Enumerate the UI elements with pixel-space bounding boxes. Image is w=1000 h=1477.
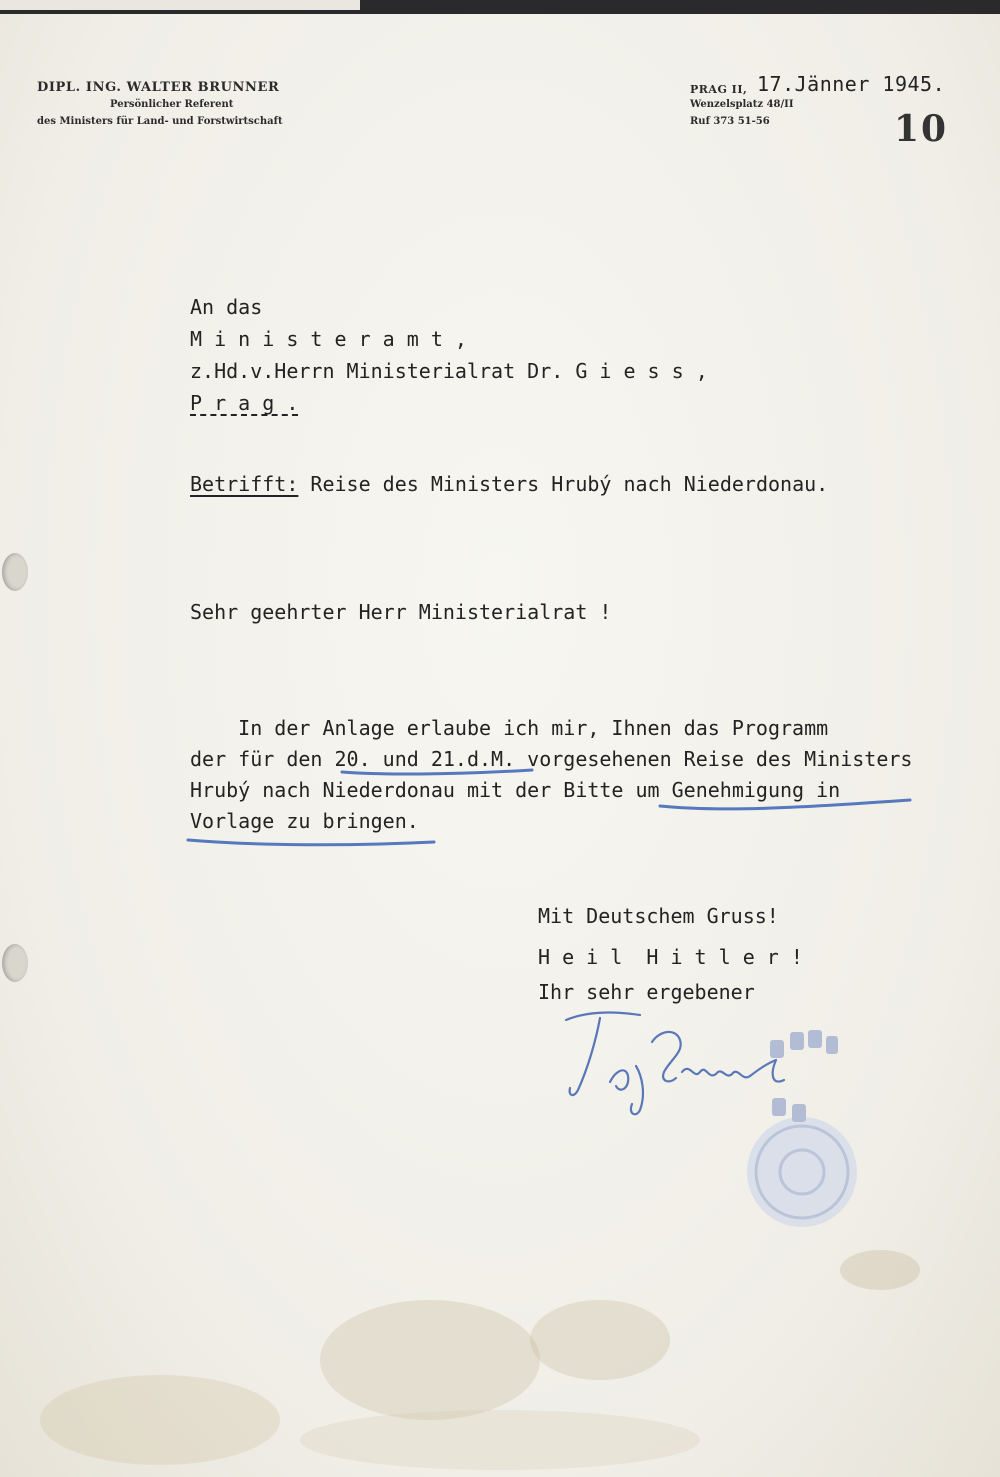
address-line-4: P r a g .	[190, 391, 299, 415]
letterhead-street: Wenzelsplatz 48/II	[690, 99, 794, 110]
subject-label: Betrifft:	[190, 472, 299, 496]
letterhead-phone: Ruf 373 51-56	[690, 116, 770, 127]
body-line-2: der für den 20. und 21.d.M. vorgesehenen Reise des Ministers	[190, 747, 913, 771]
closing-line-2: H e i l H i t l e r !	[538, 945, 803, 969]
address-line-1: An das	[190, 295, 263, 319]
handwritten-signature	[566, 1013, 784, 1115]
letterhead-city: PRAG II,	[690, 83, 748, 96]
folio-number: 10	[894, 108, 949, 150]
address-line-2: M i n i s t e r a m t ,	[190, 327, 467, 351]
closing-line-1: Mit Deutschem Gruss!	[538, 904, 779, 928]
subject-text: Reise des Ministers Hrubý nach Niederdonau.	[310, 472, 829, 496]
closing-line-3: Ihr sehr ergebener	[538, 980, 755, 1004]
underline-dates	[342, 770, 532, 774]
body-line-4: Vorlage zu bringen.	[190, 809, 419, 833]
letterhead-sender-ministry: des Ministers für Land- und Forstwirtschaft	[37, 116, 283, 127]
letterhead-sender-name: DIPL. ING. WALTER BRUNNER	[37, 80, 280, 95]
letter-date: 17.Jänner 1945.	[757, 72, 946, 96]
body-line-1: In der Anlage erlaube ich mir, Ihnen das Programm	[190, 716, 829, 740]
address-line-3: z.Hd.v.Herrn Ministerialrat Dr. G i e s s ,	[190, 359, 708, 383]
body-line-3: Hrubý nach Niederdonau mit der Bitte um Genehmigung in	[190, 778, 841, 802]
paper-stains	[40, 1250, 920, 1470]
faded-stamp	[747, 1030, 857, 1227]
underline-genehmigung	[660, 800, 910, 809]
blue-pencil-underlines	[188, 770, 910, 845]
salutation: Sehr geehrter Herr Ministerialrat !	[190, 600, 612, 624]
underline-vorlage	[188, 840, 434, 845]
letterhead-sender-role: Persönlicher Referent	[110, 99, 234, 110]
